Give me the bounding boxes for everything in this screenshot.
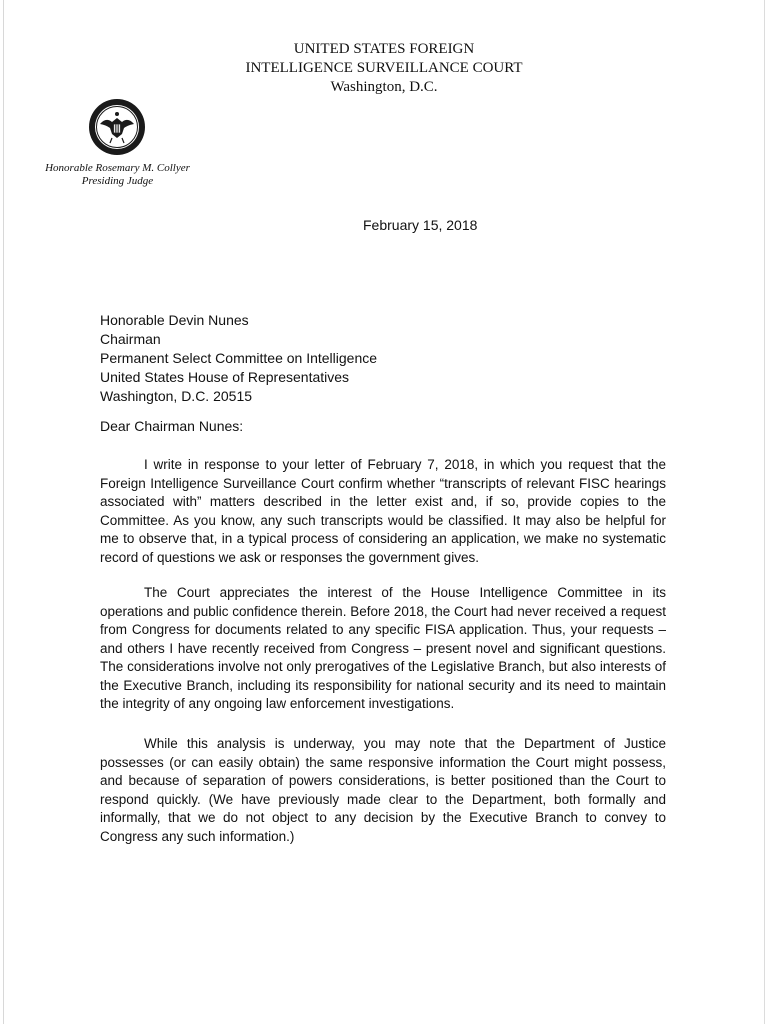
recipient-name: Honorable Devin Nunes xyxy=(100,312,249,328)
letterhead-line-2: INTELLIGENCE SURVEILLANCE COURT xyxy=(245,60,523,76)
court-seal-icon xyxy=(88,98,146,156)
recipient-title: Chairman xyxy=(100,331,161,347)
scan-edge-right xyxy=(764,0,765,1024)
recipient-committee: Permanent Select Committee on Intelligence xyxy=(100,350,378,366)
recipient-address: Washington, D.C. 20515 xyxy=(100,388,253,404)
letterhead-line-1: UNITED STATES FOREIGN xyxy=(293,41,475,57)
presiding-judge-title: Presiding Judge xyxy=(81,175,154,187)
recipient-address-block xyxy=(100,311,377,406)
body-paragraph-2: The Court appreciates the interest of the House Intelligence Committee in its operations and public confidence therein. Before 2018, the Court had never received a request from Congress for documents related to any specific FISA application. Thus, your requests – and others I have recently received from Congress – present novel and significant questions. The considerations involve not only prerogatives of the Legislative Branch, but also interests of the Executive Branch, including its responsibility for national security and its need to maintain the integrity of any ongoing law enforcement investigations. xyxy=(100,585,666,711)
scan-edge-left xyxy=(3,0,4,1024)
body-paragraph-3: While this analysis is underway, you may note that the Department of Justice possesses (or can easily obtain) the same responsive information the Court might possess, and because of separation of powers considerations, is better positioned than the Court to respond quickly. (We have previously made clear to the Department, both formally and informally, that we do not object to any decision by the Executive Branch to convey to Congress any such information.) xyxy=(100,736,666,844)
body-paragraph-1: I write in response to your letter of February 7, 2018, in which you request that the Foreign Intelligence Surveillance Court confirm whether “transcripts of relevant FISC hearings associated with” matters described in the letter exist and, if so, provide copies to the Committee. As you know, any such transcripts would be classified. It may also be helpful for me to observe that, in a typical process of considering an application, we make no systematic record of questions we ask or responses the government gives. xyxy=(100,457,666,565)
letterhead-location: Washington, D.C. xyxy=(330,79,438,95)
salutation: Dear Chairman Nunes: xyxy=(100,418,244,434)
letter-date: February 15, 2018 xyxy=(363,217,478,233)
recipient-body: United States House of Representatives xyxy=(100,369,350,385)
presiding-judge-name: Honorable Rosemary M. Collyer xyxy=(45,162,190,174)
